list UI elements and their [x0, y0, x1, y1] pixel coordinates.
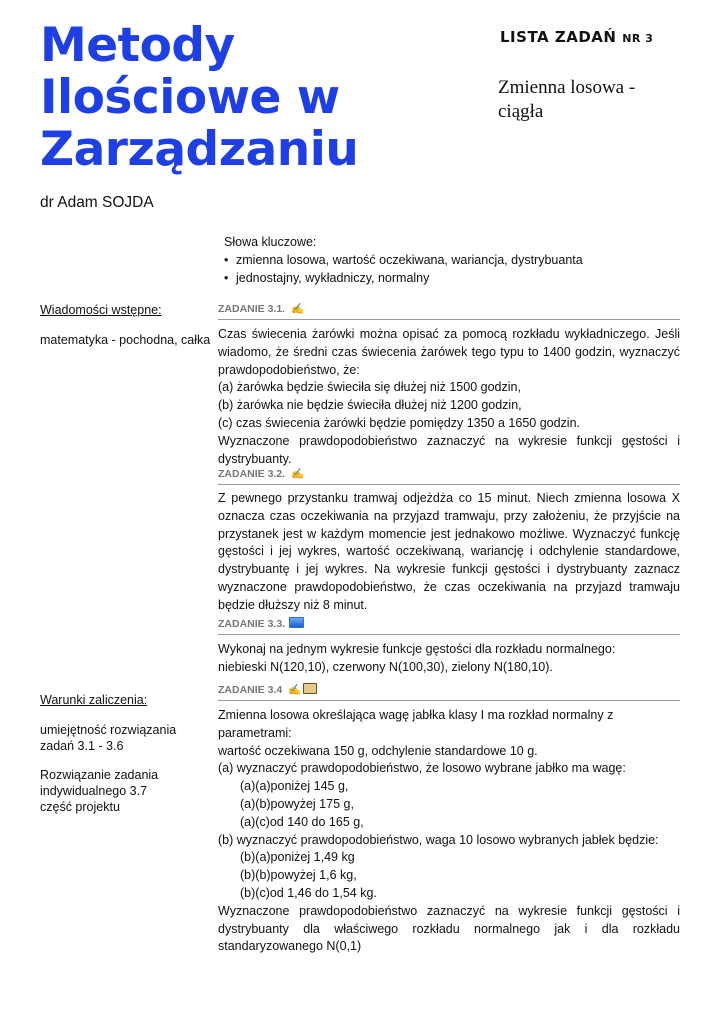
title-line: Ilościowe w: [40, 70, 340, 125]
individual-task-text: [40, 767, 158, 815]
task-label: ZADANIE 3.1.: [218, 303, 286, 315]
task-3-4-body: [218, 707, 680, 956]
task-3-1-header: [218, 302, 680, 320]
keywords-heading: Słowa kluczowe:: [224, 235, 317, 249]
task-item: (b) żarówka nie będzie świeciła dłużej niż 1200 godzin,: [218, 398, 522, 413]
pencil-icon: ✍: [291, 468, 305, 480]
keywords: [224, 233, 583, 287]
book-icon: [303, 683, 317, 694]
task-list-title: LISTA ZADAŃ: [500, 28, 617, 46]
individual-line: część projektu: [40, 800, 120, 814]
conditions-line: zadań 3.1 - 3.6: [40, 739, 124, 753]
keyword-item: [224, 269, 583, 287]
task-line: Zmienna losowa określająca wagę jabłka klasy I ma rozkład normalny z parametrami:: [218, 708, 614, 740]
conditions-text: [40, 722, 176, 754]
task-3-1-body: [218, 326, 680, 468]
topic: [498, 76, 698, 124]
conditions-heading: Warunki zaliczenia:: [40, 693, 148, 707]
task-3-3-header: [218, 617, 680, 635]
task-line: Wykonaj na jednym wykresie funkcje gęstości dla rozkładu normalnego:: [218, 642, 616, 656]
task-3-2-body: [218, 490, 680, 615]
title-line: Metody: [40, 18, 235, 73]
title-line: Zarządzaniu: [40, 122, 359, 177]
keyword-text: jednostajny, wykładniczy, normalny: [236, 271, 430, 285]
pencil-icon: ✍: [291, 303, 305, 315]
task-subitem: (a)(a)poniżej 145 g,: [240, 779, 349, 794]
task-subitem: (b)(c)od 1,46 do 1,54 kg.: [240, 885, 377, 900]
conditions-line: umiejętność rozwiązania: [40, 723, 177, 737]
task-3-3-body: [218, 641, 680, 677]
task-line: wartość oczekiwana 150 g, odchylenie standardowe 10 g.: [218, 743, 538, 758]
task-line: niebieski N(120,10), czerwony N(100,30), zielony N(180,10).: [218, 659, 553, 674]
task-item: (c) czas świecenia żarówki będzie pomiędzy 1350 a 1650 godzin.: [218, 415, 580, 430]
task-subitem: (a)(c)od 140 do 165 g,: [240, 814, 364, 829]
task-list-number: NR 3: [622, 32, 654, 45]
task-intro: Czas świecenia żarówki można opisać za pomocą rozkładu wykładniczego. Jeśli wiadomo, że średni czas świecenia żarówek tego typu to 1400 godzin, wyznaczyć prawdopodobieństwo, że:: [218, 327, 680, 377]
task-label: ZADANIE 3.3.: [218, 618, 286, 630]
pencil-icon: ✍: [288, 684, 302, 696]
keywords-list: [224, 251, 583, 287]
keyword-item: [224, 251, 583, 269]
task-subitem: (b)(a)poniżej 1,49 kg: [240, 850, 355, 865]
individual-line: Rozwiązanie zadania: [40, 768, 159, 782]
keyword-text: zmienna losowa, wartość oczekiwana, wariancja, dystrybuanta: [236, 253, 583, 267]
author: dr Adam SOJDA: [40, 194, 154, 211]
monitor-icon: [289, 617, 304, 628]
task-part-b: (b) wyznaczyć prawdopodobieństwo, waga 10 losowo wybranych jabłek będzie:: [218, 832, 659, 847]
task-subitem: (b)(b)powyżej 1,6 kg,: [240, 868, 357, 883]
task-part-a: (a) wyznaczyć prawdopodobieństwo, że losowo wybrane jabłko ma wagę:: [218, 761, 626, 776]
task-text: Z pewnego przystanku tramwaj odjeżdża co 15 minut. Niech zmienna losowa X oznacza czas oczekiwania na przyjazd tramwaju, przy założeniu, że przyjście na przystanek jest w każdym momencie jest jednakowo możliwe. Wyznaczyć funkcję gęstości i jej wykres, wartość oczekiwaną, wariancję i odchylenie standardowe, dystrybuantę i jej wykres. Na wykresie funkcji gęstości i dystrybuanty zaznacz wyznaczone prawdopodobieństwo, że czas oczekiwania na przyjazd tramwaju będzie dłuższy niż 8 minut.: [218, 491, 680, 612]
prereq-text: matematyka - pochodna, całka: [40, 333, 211, 347]
document-title: [40, 20, 400, 176]
individual-line: indywidualnego 3.7: [40, 784, 148, 798]
task-list-label: [500, 28, 653, 46]
task-3-4-header: [218, 683, 680, 701]
prereq-heading: Wiadomości wstępne:: [40, 303, 162, 317]
topic-line: ciągła: [498, 101, 544, 122]
task-label: ZADANIE 3.4: [218, 684, 283, 696]
task-3-2-header: [218, 467, 680, 485]
task-subitem: (a)(b)powyżej 175 g,: [240, 796, 354, 811]
topic-line: Zmienna losowa -: [498, 77, 636, 98]
task-outro: Wyznaczone prawdopodobieństwo zaznaczyć na wykresie funkcji gęstości i dystrybuanty dla właściwego rozkładu normalnego jak i dla rozkładu standaryzowanego N(0,1): [218, 903, 680, 954]
task-item: (a) żarówka będzie świeciła się dłużej niż 1500 godzin,: [218, 380, 521, 395]
task-outro: Wyznaczone prawdopodobieństwo zaznaczyć na wykresie funkcji gęstości i dystrybuanty.: [218, 433, 680, 466]
task-label: ZADANIE 3.2.: [218, 468, 286, 480]
